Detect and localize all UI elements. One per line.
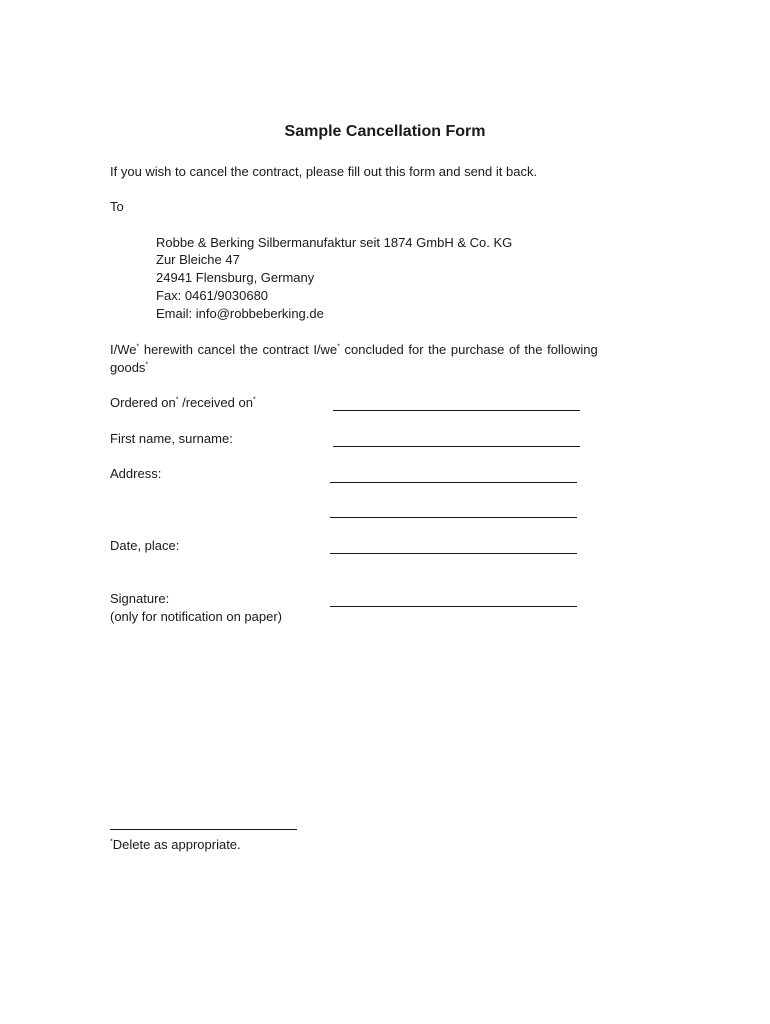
address-label: Address: — [110, 466, 162, 481]
ordered-asterisk: * — [175, 396, 179, 404]
name-input-line[interactable] — [333, 446, 580, 447]
signature-note: (only for notification on paper) — [110, 609, 282, 624]
signature-label: Signature: — [110, 591, 170, 606]
address-input-line-1[interactable] — [330, 482, 577, 483]
statement-part-4: goods — [110, 360, 146, 375]
ordered-received-input-line[interactable] — [333, 410, 580, 411]
date-place-input-line[interactable] — [330, 553, 577, 554]
ordered-on-text: Ordered on — [110, 395, 176, 410]
to-label: To — [110, 199, 124, 214]
signature-input-line[interactable] — [330, 606, 577, 607]
date-place-label: Date, place: — [110, 538, 180, 553]
footnote-text: Delete as appropriate. — [112, 837, 241, 852]
footnote-asterisk: * — [110, 838, 113, 846]
recipient-city: 24941 Flensburg, Germany — [156, 270, 315, 285]
cancellation-statement — [110, 341, 598, 359]
statement-asterisk-3: * — [145, 361, 149, 369]
received-asterisk: * — [252, 396, 256, 404]
recipient-fax: Fax: 0461/9030680 — [156, 288, 269, 303]
footnote-separator — [110, 829, 297, 830]
statement-part-2: herewith cancel the contract I/we — [139, 342, 338, 357]
address-input-line-2[interactable] — [330, 517, 577, 518]
page-title: Sample Cancellation Form — [284, 123, 486, 140]
statement-part-3: concluded for the purchase of the following — [339, 342, 598, 357]
ordered-received-label — [110, 394, 256, 412]
recipient-email: Email: info@robbeberking.de — [156, 306, 324, 321]
received-on-text: /received on — [178, 395, 253, 410]
recipient-company: Robbe & Berking Silbermanufaktur seit 1874 GmbH & Co. KG — [156, 235, 513, 250]
intro-text: If you wish to cancel the contract, please fill out this form and send it back. — [110, 164, 538, 179]
recipient-street: Zur Bleiche 47 — [156, 252, 240, 267]
statement-asterisk-2: * — [337, 343, 340, 351]
footnote — [110, 836, 241, 854]
name-label: First name, surname: — [110, 431, 233, 446]
statement-part-1: I/We — [110, 342, 137, 357]
statement-asterisk-1: * — [136, 343, 140, 351]
statement-goods — [110, 359, 148, 377]
